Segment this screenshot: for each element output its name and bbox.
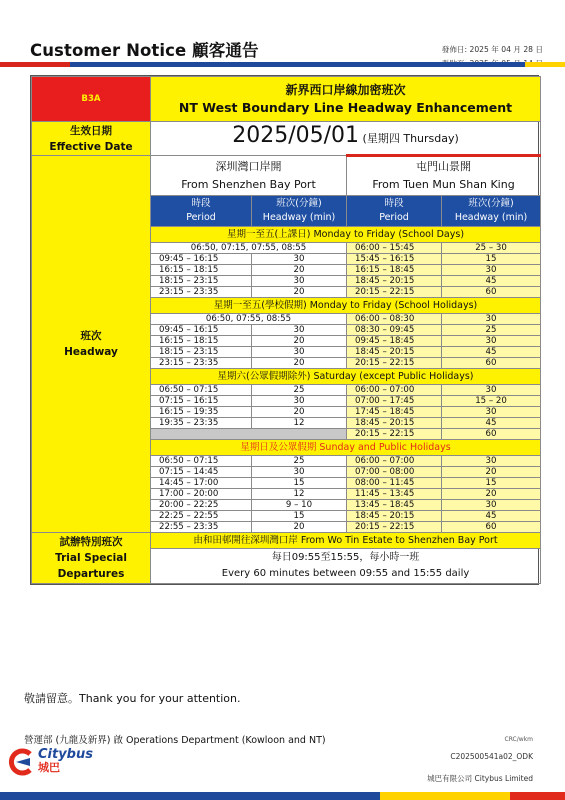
citybus-logo-icon (8, 748, 36, 776)
right-period: 17:45 – 18:45 (347, 407, 442, 418)
left-period: 19:35 – 23:35 (151, 418, 252, 429)
notice-title: Customer Notice 顧客通告 (30, 41, 259, 60)
right-period: 20:15 – 22:15 (347, 358, 442, 369)
left-period: 09:45 – 16:15 (151, 325, 252, 336)
left-period: 06:50 – 07:15 (151, 385, 252, 396)
left-headway: 20 (252, 407, 347, 418)
right-headway: 45 (442, 347, 541, 358)
left-headway: 25 (252, 456, 347, 467)
right-period: 13:45 – 18:45 (347, 500, 442, 511)
left-period: 22:25 – 22:55 (151, 511, 252, 522)
issue-date: 發佈日: 2025 年 04 月 28 日 (441, 45, 543, 54)
right-headway: 15 (442, 254, 541, 265)
trial-route: 由和田邨開往深圳灣口岸 From Wo Tin Estate to Shenzhen Bay Port (151, 533, 541, 549)
right-headway: 20 (442, 467, 541, 478)
direction-shenzhen-bay: 深圳灣口岸開 From Shenzhen Bay Port (151, 156, 347, 196)
left-period: 07:15 – 16:15 (151, 396, 252, 407)
crc-ref: CRC/wkm (504, 736, 533, 743)
left-period: 06:50, 07:15, 07:55, 08:55 (151, 243, 347, 254)
trial-description: 每日09:55至15:55，每小時一班 Every 60 minutes between 09:55 and 15:55 daily (151, 549, 541, 584)
right-headway: 45 (442, 418, 541, 429)
right-headway: 60 (442, 358, 541, 369)
left-period: 16:15 – 18:15 (151, 265, 252, 276)
left-headway: 20 (252, 336, 347, 347)
left-headway: 30 (252, 276, 347, 287)
right-period: 18:45 – 20:15 (347, 347, 442, 358)
right-headway: 45 (442, 511, 541, 522)
left-headway: 20 (252, 358, 347, 369)
left-period: 06:50, 07:55, 08:55 (151, 314, 347, 325)
right-headway: 60 (442, 287, 541, 298)
left-headway: 15 (252, 511, 347, 522)
left-headway: 15 (252, 478, 347, 489)
left-headway: 20 (252, 265, 347, 276)
col-period-right: 時段 Period (347, 196, 442, 227)
left-headway: 30 (252, 254, 347, 265)
section-title: 星期一至五(上課日) Monday to Friday (School Days) (151, 227, 541, 243)
effective-date (151, 122, 541, 156)
effective-label: 生效日期 Effective Date (32, 122, 151, 156)
heading-en: NT West Boundary Line Headway Enhancement (178, 100, 513, 115)
right-headway: 30 (442, 265, 541, 276)
right-headway: 45 (442, 276, 541, 287)
company-name: 城巴有限公司 Citybus Limited (427, 774, 533, 783)
right-period: 20:15 – 22:15 (347, 287, 442, 298)
left-period: 09:45 – 16:15 (151, 254, 252, 265)
notice-heading (151, 77, 541, 122)
right-period: 08:30 – 09:45 (347, 325, 442, 336)
right-headway: 30 (442, 336, 541, 347)
right-headway: 30 (442, 385, 541, 396)
left-period: 22:55 – 23:35 (151, 522, 252, 533)
right-period: 06:00 – 07:00 (347, 456, 442, 467)
left-period: 17:00 – 20:00 (151, 489, 252, 500)
right-headway: 15 – 20 (442, 396, 541, 407)
right-period: 07:00 – 17:45 (347, 396, 442, 407)
trial-label: 試辦特別班次 Trial Special Departures (32, 533, 151, 584)
direction-tuen-mun: 屯門山景開 From Tuen Mun Shan King (347, 156, 541, 196)
left-headway: 30 (252, 347, 347, 358)
right-period: 18:45 – 20:15 (347, 511, 442, 522)
document-number: C202500541a02_ODK (450, 752, 533, 761)
left-period-empty (151, 429, 347, 440)
left-period: 16:15 – 18:15 (151, 336, 252, 347)
left-headway: 30 (252, 467, 347, 478)
right-headway: 20 (442, 489, 541, 500)
right-headway: 25 (442, 325, 541, 336)
left-period: 06:50 – 07:15 (151, 456, 252, 467)
left-period: 07:15 – 14:45 (151, 467, 252, 478)
left-headway: 30 (252, 396, 347, 407)
right-headway: 60 (442, 522, 541, 533)
right-period: 18:45 – 20:15 (347, 418, 442, 429)
section-title: 星期六(公眾假期除外) Saturday (except Public Holidays) (151, 369, 541, 385)
right-headway: 30 (442, 456, 541, 467)
right-headway: 60 (442, 429, 541, 440)
left-period: 23:15 – 23:35 (151, 358, 252, 369)
col-headway-left: 班次(分鐘) Headway (min) (252, 196, 347, 227)
department-signature: 營運部 (九龍及新界) 啟 Operations Department (Kowloon and NT) (24, 735, 326, 746)
col-headway-right: 班次(分鐘) Headway (min) (442, 196, 541, 227)
citybus-logo (8, 748, 98, 776)
right-period: 18:45 – 20:15 (347, 276, 442, 287)
right-period: 08:00 – 11:45 (347, 478, 442, 489)
route-number: B3A (32, 77, 151, 122)
right-period: 15:45 – 16:15 (347, 254, 442, 265)
right-headway: 30 (442, 407, 541, 418)
right-period: 20:15 – 22:15 (347, 429, 442, 440)
right-period: 06:00 – 08:30 (347, 314, 442, 325)
left-period: 23:15 – 23:35 (151, 287, 252, 298)
left-period: 18:15 – 23:15 (151, 347, 252, 358)
right-period: 20:15 – 22:15 (347, 522, 442, 533)
right-period: 09:45 – 18:45 (347, 336, 442, 347)
logo-text-zh: 城巴 (38, 761, 60, 774)
effective-date-value: 2025/05/01 (232, 123, 360, 148)
left-headway: 9 – 10 (252, 500, 347, 511)
col-period-left: 時段 Period (151, 196, 252, 227)
right-headway: 30 (442, 314, 541, 325)
left-headway: 12 (252, 418, 347, 429)
left-period: 18:15 – 23:15 (151, 276, 252, 287)
effective-day: (星期四 Thursday) (359, 132, 459, 145)
right-period: 16:15 – 18:45 (347, 265, 442, 276)
right-period: 06:00 – 07:00 (347, 385, 442, 396)
notice-table (30, 75, 539, 585)
header-stripe (0, 62, 565, 67)
right-period: 07:00 – 08:00 (347, 467, 442, 478)
headway-label: 班次 Headway (32, 156, 151, 533)
right-period: 11:45 – 13:45 (347, 489, 442, 500)
section-title: 星期一至五(學校假期) Monday to Friday (School Holidays) (151, 298, 541, 314)
section-title: 星期日及公眾假期 Sunday and Public Holidays (151, 440, 541, 456)
right-period: 06:00 – 15:45 (347, 243, 442, 254)
left-period: 16:15 – 19:35 (151, 407, 252, 418)
left-headway: 20 (252, 287, 347, 298)
left-headway: 12 (252, 489, 347, 500)
heading-zh: 新界西口岸線加密班次 (285, 83, 406, 97)
left-headway: 20 (252, 522, 347, 533)
left-period: 14:45 – 17:00 (151, 478, 252, 489)
thanks-note: 敬請留意。Thank you for your attention. (24, 692, 241, 705)
right-headway: 15 (442, 478, 541, 489)
right-headway: 30 (442, 500, 541, 511)
left-period: 20:00 – 22:25 (151, 500, 252, 511)
left-headway: 25 (252, 385, 347, 396)
logo-text-en: Citybus (38, 747, 93, 762)
footer-stripe (0, 792, 565, 800)
right-headway: 25 – 30 (442, 243, 541, 254)
left-headway: 30 (252, 325, 347, 336)
